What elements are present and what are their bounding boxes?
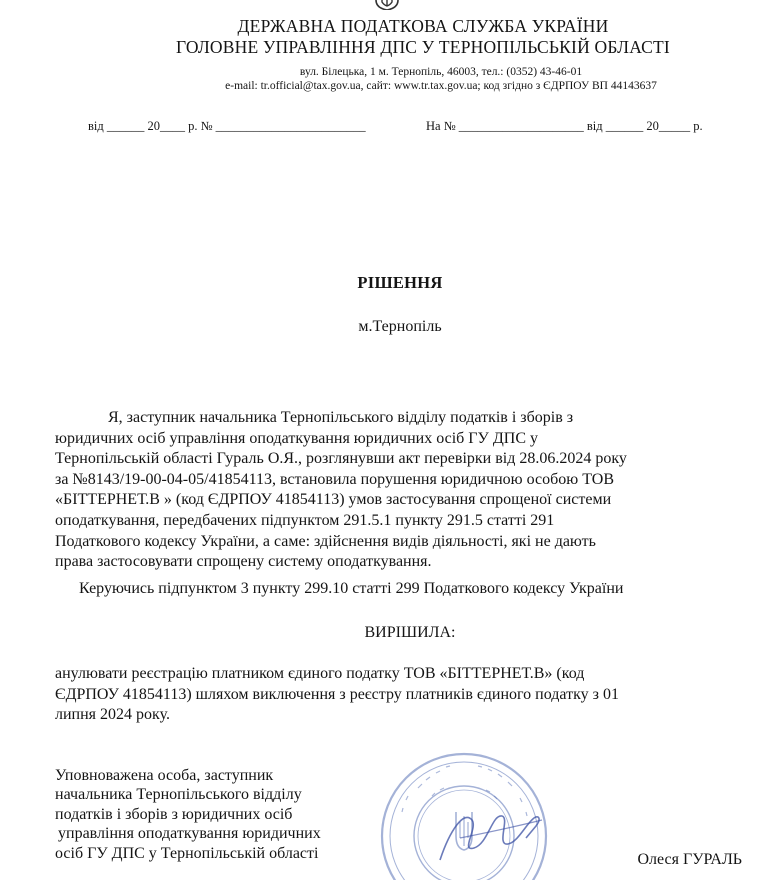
signer-position-line: начальника Тернопільського відділу bbox=[55, 786, 302, 804]
document-city: м.Тернопіль bbox=[358, 318, 442, 335]
signer-position bbox=[55, 766, 385, 863]
office-contacts: e-mail: tr.official@tax.gov.ua, сайт: www.tr.tax.gov.ua; код згідно з ЄДРПОУ ВП 44143637 bbox=[225, 80, 657, 92]
resolution-paragraph bbox=[55, 664, 742, 726]
intro-line: «БІТТЕРНЕТ.В » (код ЄДРПОУ 41854113) умов застосування спрощеної системи bbox=[55, 491, 612, 509]
signer-name: Олеся ГУРАЛЬ bbox=[637, 851, 742, 868]
resolution-line: ЄДРПОУ 41854113) шляхом виключення з реєстру платників єдиного податку з 01 bbox=[55, 685, 619, 703]
service-name: ДЕРЖАВНА ПОДАТКОВА СЛУЖБА УКРАЇНИ bbox=[237, 16, 609, 36]
intro-line: юридичних осіб управління оподаткування юридичних осіб ГУ ДПС у bbox=[55, 429, 538, 447]
intro-line: за №8143/19-00-04-05/41854113, встановила порушення юридичною особою ТОВ bbox=[55, 470, 615, 488]
intro-line: Я, заступник начальника Тернопільського відділу податків і зборів з bbox=[108, 409, 574, 426]
signer-position-line: осіб ГУ ДПС у Тернопільській області bbox=[55, 844, 319, 862]
intro-line: Податкового кодексу України, а саме: здійснення видів діяльності, які не дають bbox=[55, 532, 596, 550]
document-title: РІШЕННЯ bbox=[357, 273, 443, 292]
signer-position-line: Уповноважена особа, заступник bbox=[55, 767, 274, 784]
signer-position-line: податків і зборів з юридичних осіб bbox=[55, 805, 293, 823]
outgoing-registration-line: від ______ 20____ р. № ________________________ bbox=[88, 119, 366, 133]
resolution-line: липня 2024 року. bbox=[55, 706, 170, 724]
signer-position-line: управління оподаткування юридичних bbox=[58, 825, 321, 843]
resolution-line: анулювати реєстрацію платником єдиного податку ТОВ «БІТТЕРНЕТ.В» (код bbox=[55, 665, 585, 682]
handwritten-signature-icon bbox=[430, 790, 550, 870]
incoming-registration-line: На № ____________________ від ______ 20_____ р. bbox=[426, 119, 703, 133]
legal-basis: Керуючись підпунктом 3 пункту 299.10 статті 299 Податкового кодексу України bbox=[79, 580, 624, 597]
office-address: вул. Білецька, 1 м. Тернопіль, 46003, тел.: (0352) 43-46-01 bbox=[299, 66, 583, 78]
trident-emblem-icon bbox=[372, 0, 402, 10]
intro-line: оподаткування, передбачених підпунктом 291.5.1 пункту 291.5 статті 291 bbox=[55, 511, 555, 529]
intro-paragraph bbox=[55, 408, 742, 573]
department-name: ГОЛОВНЕ УПРАВЛІННЯ ДПС У ТЕРНОПІЛЬСЬКІЙ ОБЛАСТІ bbox=[176, 37, 670, 57]
intro-line: права застосовувати спрощену систему оподаткування. bbox=[55, 553, 432, 571]
decided-heading: ВИРІШИЛА: bbox=[364, 624, 456, 641]
intro-line: Тернопільській області Гураль О.Я., розглянувши акт перевірки від 28.06.2024 року bbox=[55, 450, 627, 468]
